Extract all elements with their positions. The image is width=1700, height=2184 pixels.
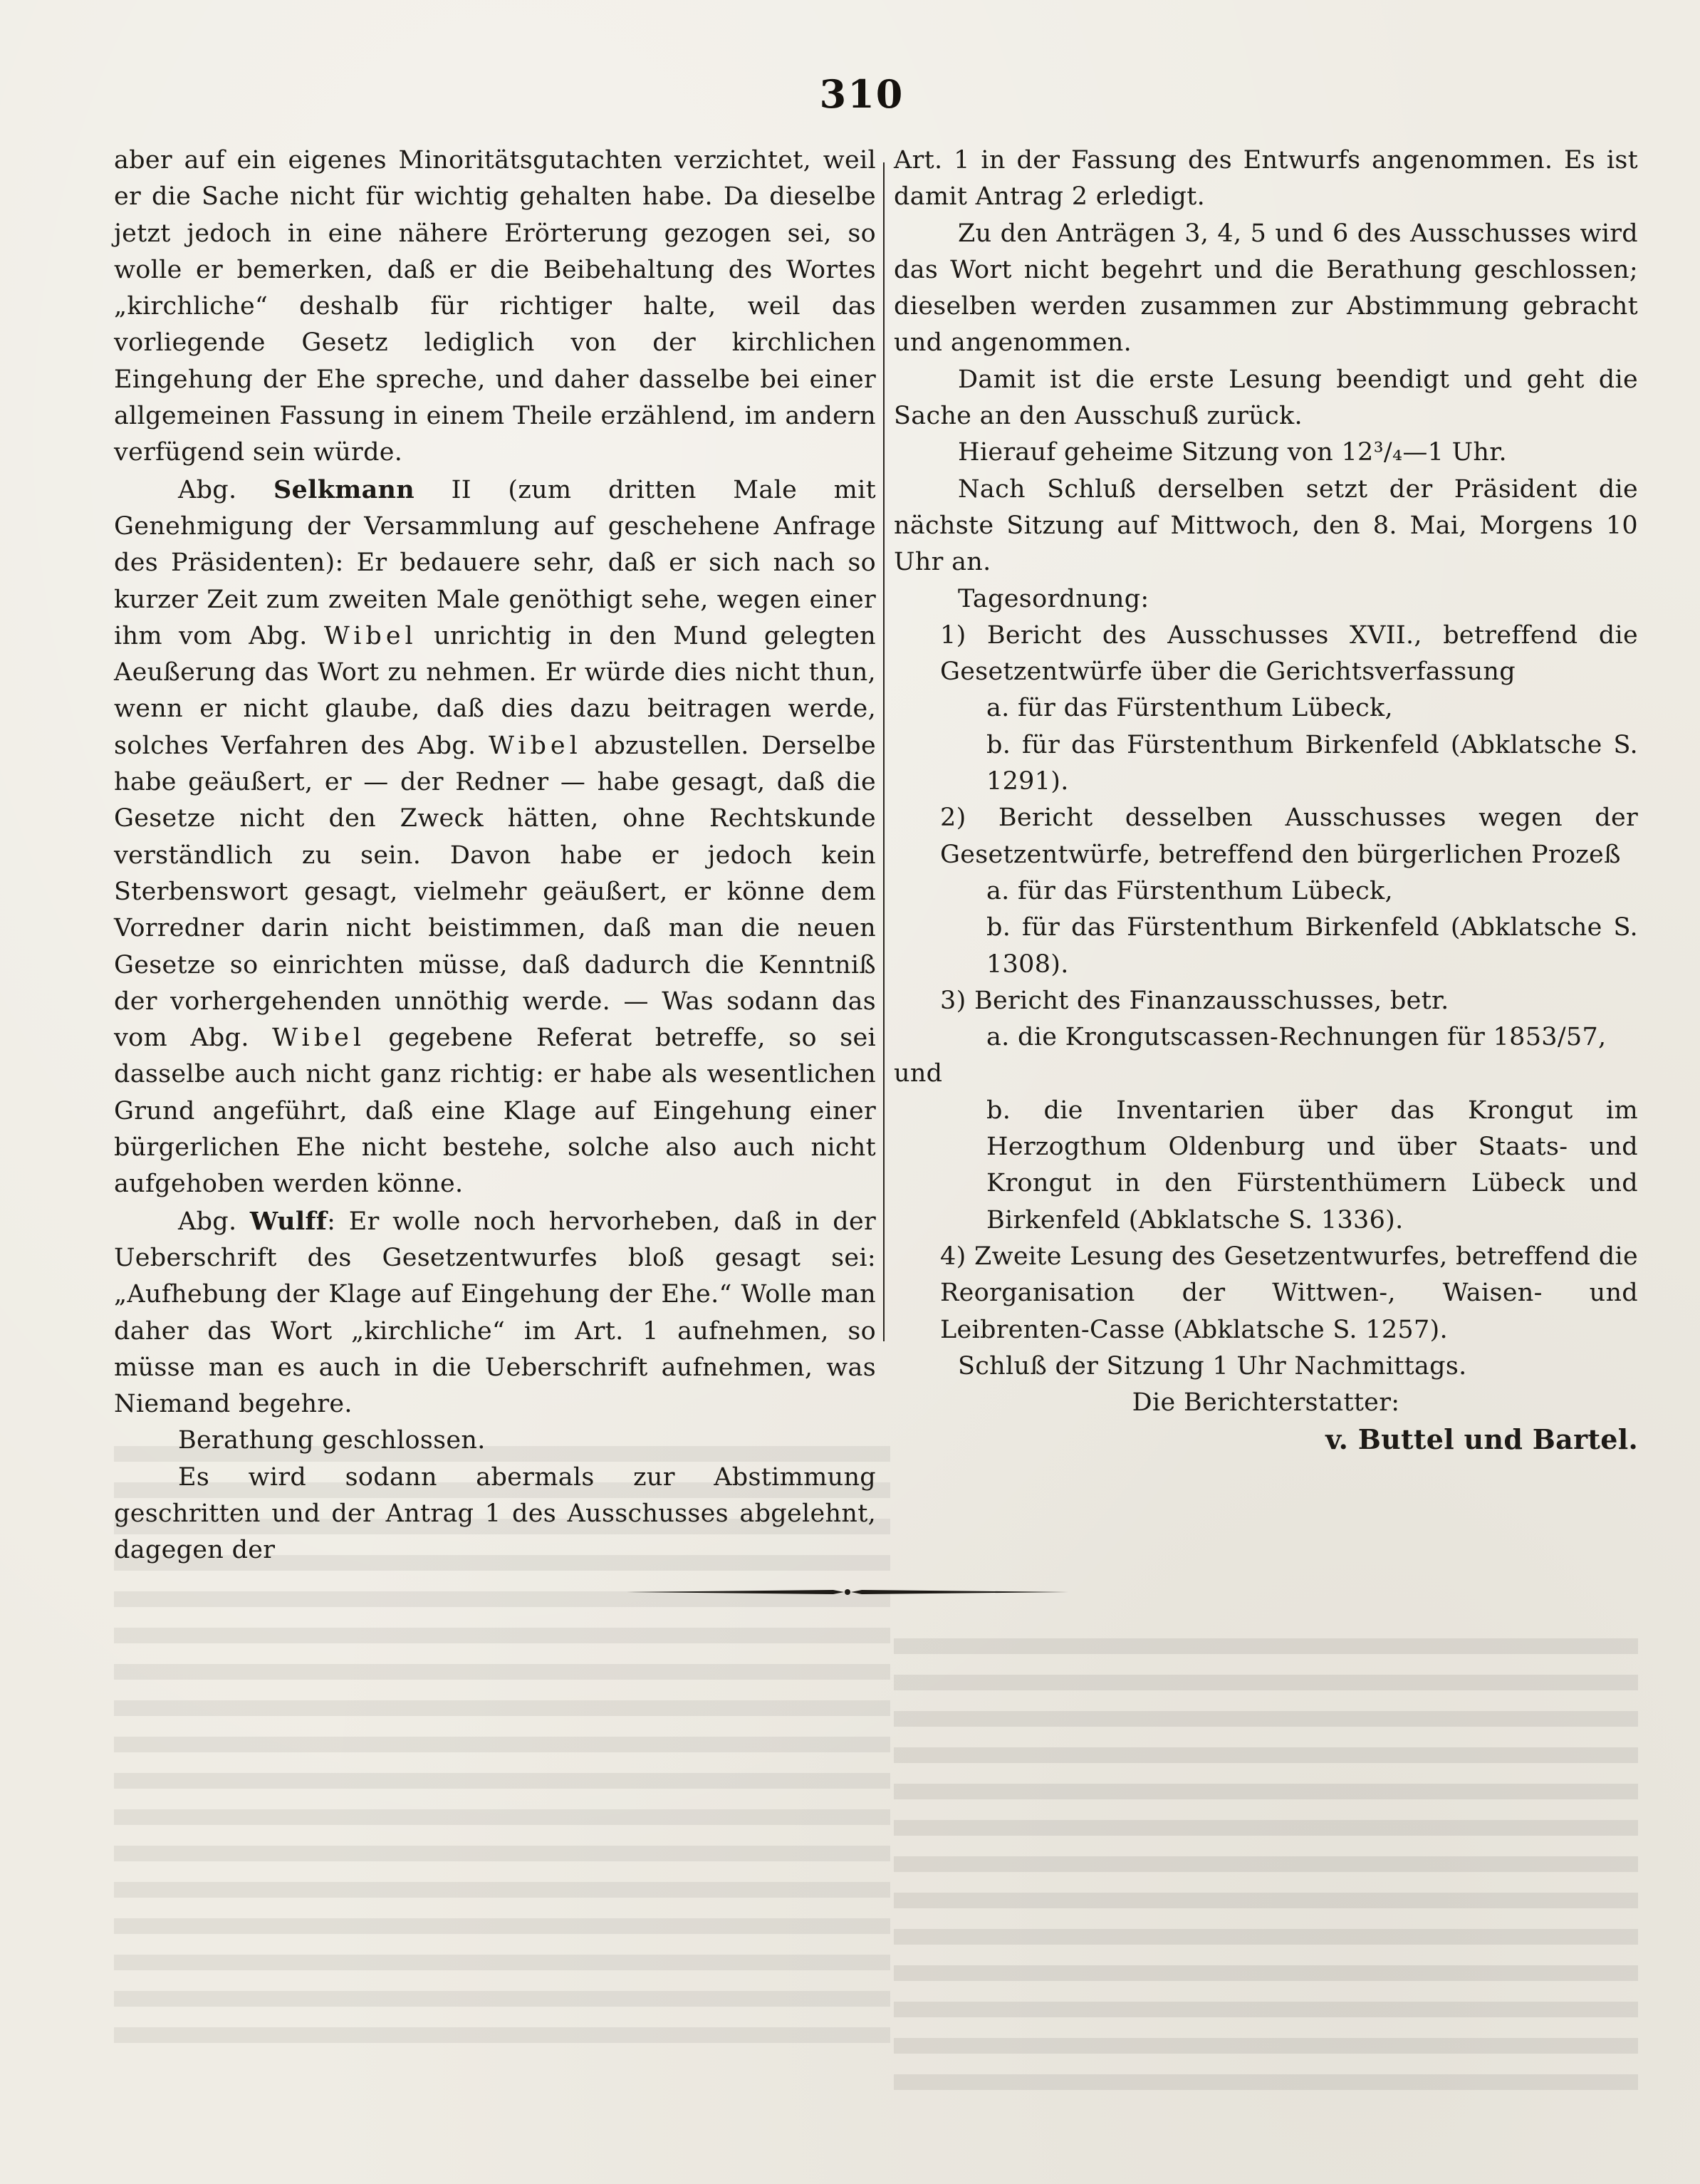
paragraph: Damit ist die erste Lesung beendigt und geht die Sache an den Ausschuß zurück. — [894, 365, 1638, 431]
paragraph: Art. 1 in der Fassung des Entwurfs angenommen. Es ist damit Antrag 2 erledigt. — [894, 146, 1638, 212]
left-column — [114, 142, 876, 1569]
name-spaced: Wibel — [323, 621, 417, 650]
paragraph: Zu den Anträgen 3, 4, 5 und 6 des Ausschusses wird das Wort nicht begehrt und die Berathung geschlossen; dieselben werden zusammen zur Abstimmung gebracht und angenommen. — [894, 219, 1638, 358]
speaker-name: Wulff — [249, 1206, 328, 1236]
speaker-name: Selkmann — [273, 474, 415, 504]
paragraph: aber auf ein eigenes Minoritätsgutachten verzichtet, weil er die Sache nicht für wichtig gehalten habe. Da dieselbe jetzt jedoch in eine nähere Erörterung gezogen sei, so wolle er bemerken, daß er die Beibehaltung des Wortes „kirchliche“ deshalb für richtiger halte, weil das vorliegende Gesetz lediglich von der kirchlichen Eingehung der Ehe spreche, und daher dasselbe bei einer allgemeinen Fassung in einem Theile erzählend, im andern verfügend sein würde. — [114, 146, 876, 467]
paragraph-wulff: Abg. Wulff: Er wolle noch hervorheben, daß in der Ueberschrift des Gesetzentwurfes bloß gesagt sei: „Aufhebung der Klage auf Eingehung der Ehe.“ Wolle man daher das Wort „kirchliche“ im Art. 1 aufnehmen, so müsse man es auch in die Ueberschrift aufnehmen, was Niemand begehre. — [114, 1206, 876, 1419]
ornament-rule-left — [627, 1590, 844, 1594]
ornament-dot — [845, 1589, 850, 1595]
agenda-title: Tagesordnung: — [958, 584, 1149, 613]
agenda-connector: und — [894, 1059, 943, 1088]
page-number: 310 — [819, 71, 904, 117]
column-divider — [883, 162, 885, 1341]
paragraph: Es wird sodann abermals zur Abstimmung geschritten und der Antrag 1 des Ausschusses abgelehnt, dagegen der — [114, 1462, 876, 1565]
agenda-subitem: a. für das Fürstenthum Lübeck, — [986, 876, 1393, 905]
agenda-subitem: b. die Inventarien über das Krongut im Herzogthum Oldenburg und über Staats- und Krongut in den Fürstenthümern Lübeck und Birkenfeld (Abklatsche S. 1336). — [986, 1096, 1638, 1234]
closing-line: Schluß der Sitzung 1 Uhr Nachmittags. — [958, 1351, 1467, 1380]
reporters-label: Die Berichterstatter: — [1132, 1388, 1400, 1418]
paragraph: Berathung geschlossen. — [178, 1426, 486, 1455]
agenda-item: 4) Zweite Lesung des Gesetzentwurfes, betreffend die Reorganisation der Wittwen-, Waisen- und Leibrenten-Casse (Abklatsche S. 1257). — [940, 1242, 1638, 1344]
agenda-subitem: b. für das Fürstenthum Birkenfeld (Abklatsche S. 1308). — [986, 913, 1638, 979]
agenda-subitem: a. die Krongutscassen-Rechnungen für 1853/57, — [986, 1023, 1607, 1052]
agenda-item: 3) Bericht des Finanzausschusses, betr. — [940, 986, 1449, 1015]
paragraph: Nach Schluß derselben setzt der Präsident die nächste Sitzung auf Mittwoch, den 8. Mai, Morgens 10 Uhr an. — [894, 474, 1638, 577]
name-spaced: Wibel — [488, 731, 582, 760]
bleed-through-right — [894, 1638, 1638, 2094]
paragraph-selkmann: Abg. Selkmann II (zum dritten Male mit Genehmigung der Versammlung auf geschehene Anfrage des Präsidenten): Er bedauere sehr, daß er sich nach so kurzer Zeit zum zweiten Male genöthigt sehe, wegen einer ihm vom Abg. Wibel unrichtig in den Mund gelegten Aeußerung das Wort zu nehmen. Er würde dies nicht thun, wenn er nicht glaube, daß dies dazu beitragen werde, solches Verfahren des Abg. Wibel abzustellen. Derselbe habe geäußert, er — der Redner — habe gesagt, daß die Gesetze nicht den Zweck hätten, ohne Rechtskunde verständlich zu sein. Davon habe er jedoch kein Sterbenswort gesagt, vielmehr geäußert, er könne dem Vorredner darin nicht beistimmen, daß man die neuen Gesetze so einrichten müsse, daß dadurch die Kenntniß der vorhergehenden unnöthig werde. — Was sodann das vom Abg. Wibel gegebene Referat betreffe, so sei dasselbe auch nicht ganz richtig: er habe als wesentlichen Grund angeführt, daß eine Klage auf Eingehung einer bürgerlichen Ehe nicht bestehe, solche also auch nicht aufgehoben werden könne. — [114, 474, 877, 1199]
paragraph: Hierauf geheime Sitzung von 12³/₄—1 Uhr. — [958, 438, 1507, 467]
agenda-item: 1) Bericht des Ausschusses XVII., betreffend die Gesetzentwürfe über die Gerichtsverfassung — [940, 620, 1638, 687]
reporters-signature: v. Buttel und Bartel. — [1325, 1423, 1638, 1456]
agenda-subitem: b. für das Fürstenthum Birkenfeld (Abklatsche S. 1291). — [986, 730, 1638, 796]
name-spaced: Wibel — [272, 1024, 366, 1053]
agenda-item: 2) Bericht desselben Ausschusses wegen der Gesetzentwürfe, betreffend den bürgerlichen Prozeß — [940, 804, 1638, 869]
ornament-rule-right — [851, 1590, 1068, 1594]
right-column — [894, 142, 1638, 1458]
ornament-rule — [627, 1578, 1068, 1606]
agenda-subitem: a. für das Fürstenthum Lübeck, — [986, 694, 1393, 723]
